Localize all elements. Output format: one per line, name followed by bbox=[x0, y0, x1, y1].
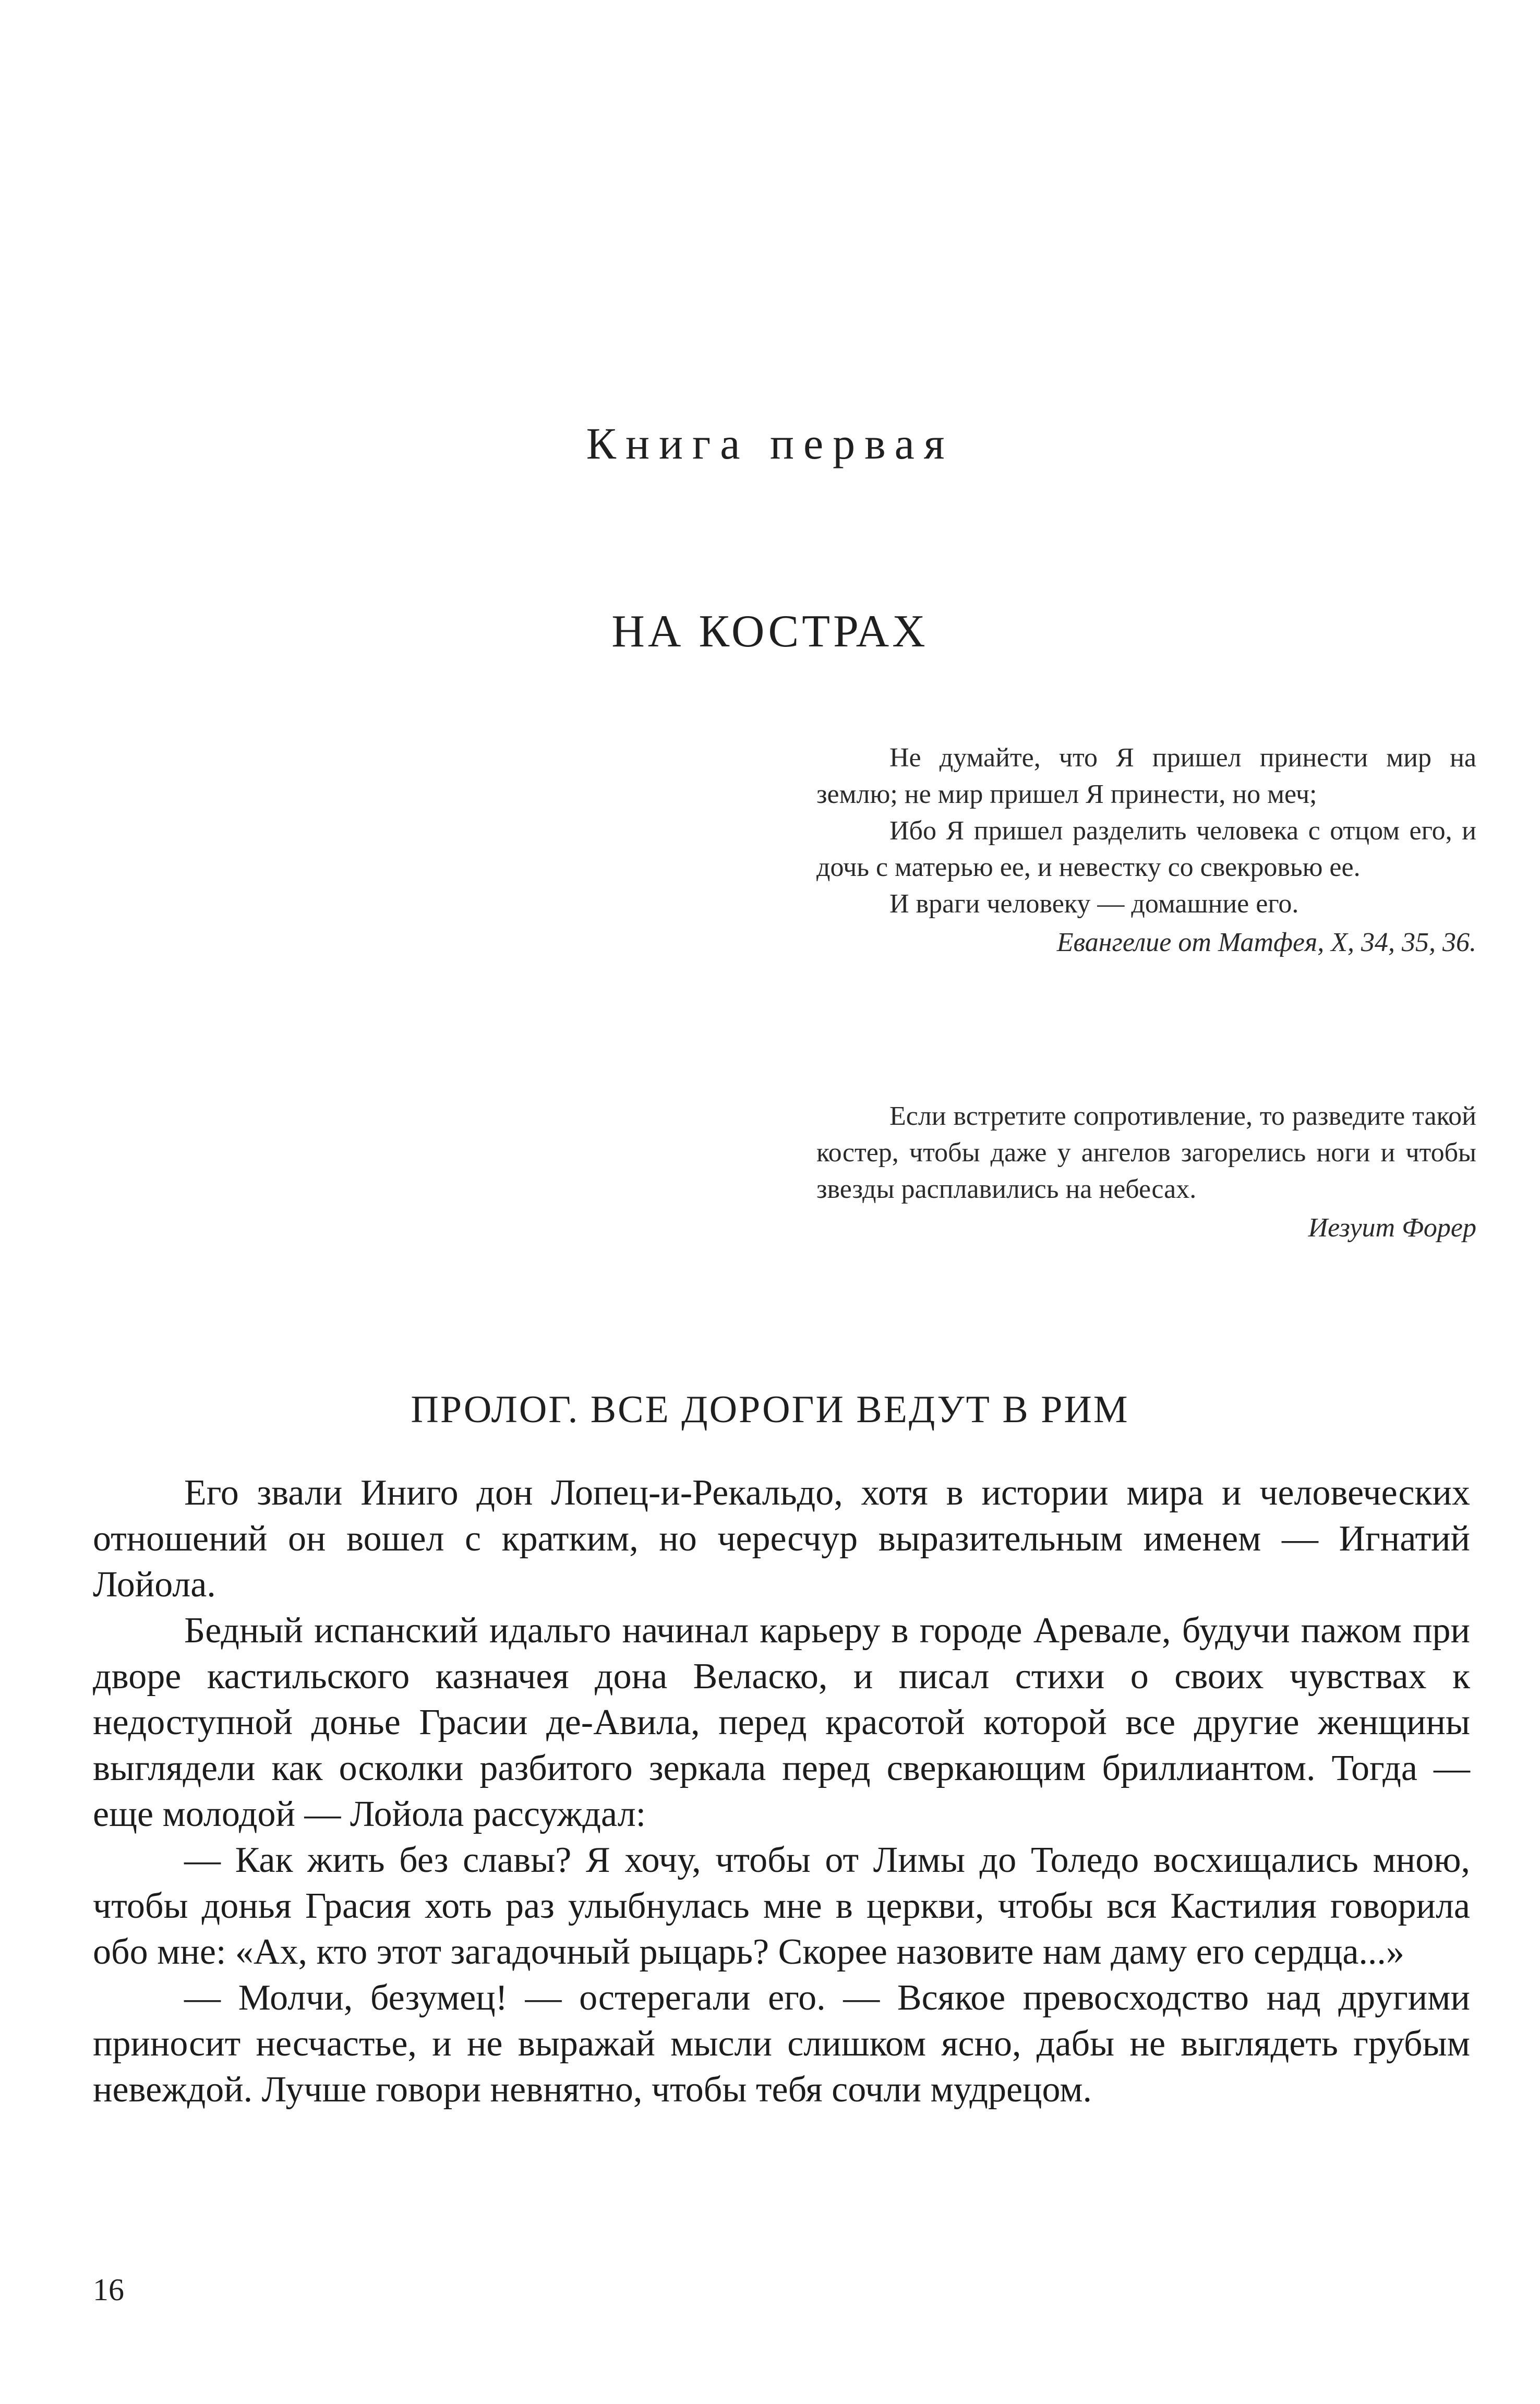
epigraph-jesuit bbox=[816, 1098, 1476, 1246]
body-paragraph: Бедный испанский идальго начинал карьеру в городе Аревале, будучи пажом при дворе кастильского казначея дона Веласко, и писал стихи о своих чувствах к недоступной донье Грасии де-Авила, перед красотой которой все другие женщины выглядели как осколки разбитого зеркала перед сверкающим бриллиантом. Тогда — еще молодой — Лойола рассуждал: bbox=[93, 1610, 1470, 1834]
body-paragraph: Его звали Иниго дон Лопец-и-Рекальдо, хотя в истории мира и человеческих отношений он вошел с кратким, но чересчур выразительным именем — Игнатий Лойола. bbox=[93, 1473, 1470, 1605]
section-title: НА КОСТРАХ bbox=[611, 606, 929, 657]
epigraph-paragraph: Не думайте, что Я пришел принести мир на землю; не мир пришел Я принести, но меч; bbox=[816, 743, 1476, 809]
page-number: 16 bbox=[93, 2273, 124, 2307]
epigraph-source: Иезуит Форер bbox=[1308, 1213, 1476, 1243]
epigraph-paragraph: И враги человеку — домашние его. bbox=[889, 889, 1299, 919]
epigraph-paragraph: Если встретите сопротивление, то разведите такой костер, чтобы даже у ангелов загорелись ноги и чтобы звезды расплавились на небесах. bbox=[816, 1101, 1476, 1204]
book-title: Книга первая bbox=[586, 418, 954, 468]
epigraph-source: Евангелие от Матфея, X, 34, 35, 36. bbox=[1056, 928, 1476, 957]
prologue-title: ПРОЛОГ. ВСЕ ДОРОГИ ВЕДУТ В РИМ bbox=[411, 1388, 1129, 1431]
body-paragraph: — Молчи, безумец! — остерегали его. — Всякое превосходство над другими приносит несчастье, и не выражай мысли слишком ясно, дабы не выглядеть грубым невеждой. Лучше говори невнятно, чтобы тебя сочли мудрецом. bbox=[93, 1978, 1470, 2110]
epigraph-gospel bbox=[816, 740, 1476, 961]
epigraph-paragraph: Ибо Я пришел разделить человека с отцом его, и дочь с матерью ее, и невестку со свекровью ее. bbox=[816, 816, 1476, 882]
body-paragraph: — Как жить без славы? Я хочу, чтобы от Лимы до Толедо восхищались мною, чтобы донья Грасия хоть раз улыбнулась мне в церкви, чтобы вся Кастилия говорила обо мне: «Ах, кто этот загадочный рыцарь? Скорее назовите нам даму его сердца...» bbox=[93, 1840, 1470, 1972]
body-text bbox=[93, 1470, 1470, 2113]
